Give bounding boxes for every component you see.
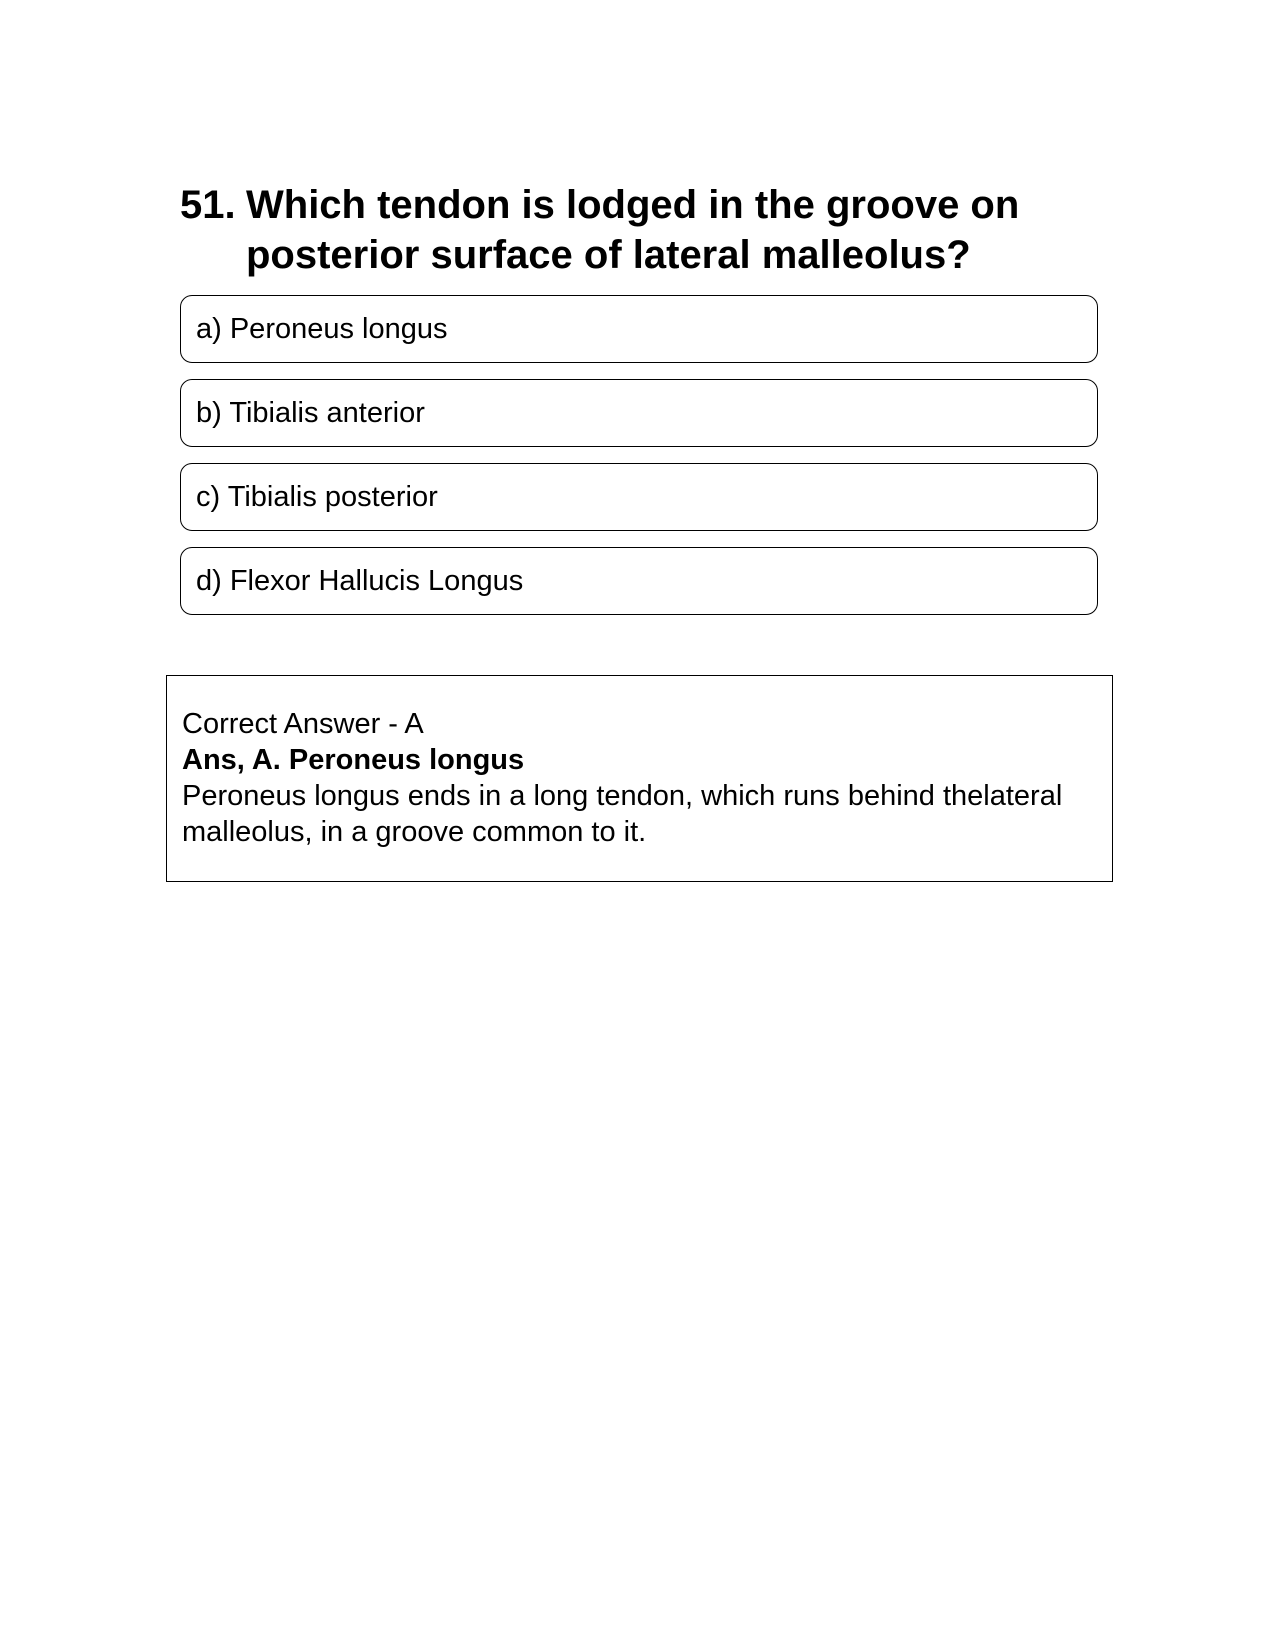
answer-heading: Ans, A. Peroneus longus [182,744,525,776]
question-text: Which tendon is lodged in the groove on posterior surface of lateral malleolus? [246,183,1020,277]
question [180,180,1080,280]
option-a[interactable]: a) Peroneus longus [180,295,1098,363]
option-c[interactable]: c) Tibialis posterior [180,463,1098,531]
options-list [180,295,1098,631]
correct-answer-line: Correct Answer - A [182,708,424,740]
question-number: 51. [180,183,236,227]
answer-explanation: Peroneus longus ends in a long tendon, which runs behind thelateral malleolus, in a groove common to it. [182,780,1063,848]
option-d[interactable]: d) Flexor Hallucis Longus [180,547,1098,615]
answer-box [166,675,1113,882]
option-b[interactable]: b) Tibialis anterior [180,379,1098,447]
